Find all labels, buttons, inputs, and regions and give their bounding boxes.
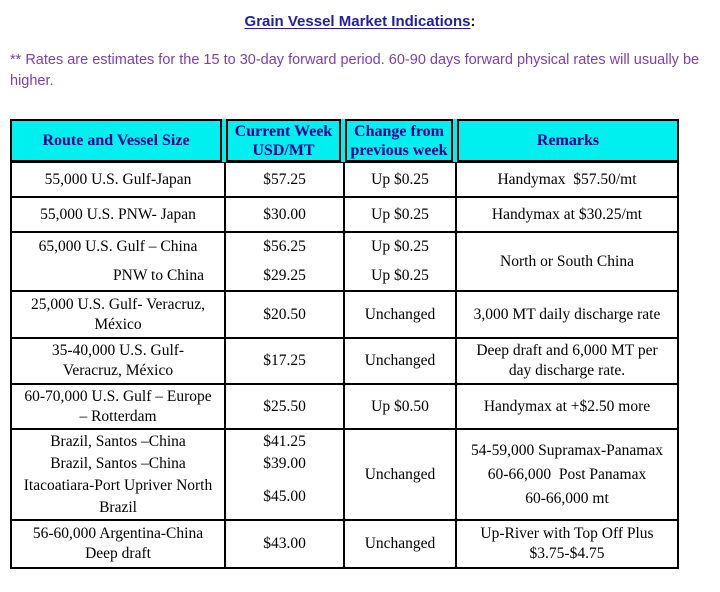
- cell-remarks: 3,000 MT daily discharge rate: [457, 292, 677, 339]
- cell-line: 65,000 U.S. Gulf – China: [38, 238, 198, 256]
- cell-line: Brazil, Santos –China: [50, 454, 186, 472]
- cell-change: Unchanged: [345, 430, 457, 521]
- cell-rate: $25.50: [226, 385, 345, 430]
- header-cell-current-week: Current Week USD/MT: [226, 119, 341, 162]
- cell-line: 54-59,000 Supramax-Panamax: [471, 441, 663, 459]
- cell-line: $39.00: [263, 454, 306, 472]
- cell-change: Unchanged: [345, 339, 457, 385]
- cell-line: $45.00: [263, 487, 306, 505]
- table-header-row: [10, 119, 679, 162]
- grain-vessel-market-table: [10, 119, 679, 569]
- cell-line: $3.75-$4.75: [529, 545, 605, 562]
- cell-route: [12, 292, 226, 339]
- cell-remarks: [457, 339, 677, 385]
- cell-remarks: North or South China: [457, 233, 677, 292]
- rates-disclaimer-note: ** Rates are estimates for the 15 to 30-day forward period. 60-90 days forward physical rates will usually be higher.: [10, 52, 700, 89]
- cell-rate: [226, 430, 345, 521]
- cell-remarks: [457, 521, 677, 567]
- cell-route: [12, 521, 226, 567]
- cell-line: Up-River with Top Off Plus: [480, 525, 654, 542]
- cell-line: 56-60,000 Argentina-China: [32, 525, 204, 542]
- cell-route: 55,000 U.S. Gulf-Japan: [12, 163, 226, 198]
- cell-line: $56.25: [263, 238, 306, 256]
- cell-line: PNW to China: [113, 266, 204, 284]
- cell-rate: $57.25: [226, 163, 345, 198]
- cell-line: 60-66,000 Post Panamax: [487, 465, 647, 483]
- cell-line: 60-70,000 U.S. Gulf – Europe: [24, 387, 212, 405]
- cell-line: Veracruz, México: [62, 362, 174, 379]
- cell-line: Itacoatiara-Port Upriver North Brazil: [23, 476, 217, 516]
- cell-rate: $43.00: [226, 521, 345, 567]
- table-body: [10, 162, 679, 569]
- cell-line: $41.25: [263, 432, 306, 450]
- cell-route: 55,000 U.S. PNW- Japan: [12, 198, 226, 233]
- cell-line: 25,000 U.S. Gulf- Veracruz,: [30, 295, 206, 313]
- cell-rate: $20.50: [226, 292, 345, 339]
- cell-remarks: Handymax at $30.25/mt: [457, 198, 677, 233]
- cell-line: Up $0.25: [371, 266, 429, 284]
- cell-rate: $30.00: [226, 198, 345, 233]
- cell-route: [12, 385, 226, 430]
- cell-line: 60-66,000 mt: [525, 489, 609, 507]
- cell-line: Up $0.25: [371, 238, 429, 256]
- cell-route: [12, 233, 226, 292]
- cell-line: México: [94, 315, 142, 333]
- cell-line: Deep draft and 6,000 MT per: [476, 342, 658, 359]
- cell-change: [345, 233, 457, 292]
- cell-line: – Rotterdam: [79, 407, 157, 425]
- cell-change: Unchanged: [345, 521, 457, 567]
- cell-change: Up $0.25: [345, 198, 457, 233]
- cell-rate: $17.25: [226, 339, 345, 385]
- cell-rate: [226, 233, 345, 292]
- cell-change: Unchanged: [345, 292, 457, 339]
- cell-line: Deep draft: [85, 545, 151, 562]
- cell-line: $29.25: [263, 266, 306, 284]
- cell-change: Up $0.50: [345, 385, 457, 430]
- page-title-colon: :: [470, 13, 476, 30]
- cell-line: day discharge rate.: [508, 362, 626, 379]
- cell-change: Up $0.25: [345, 163, 457, 198]
- page-title: [0, 0, 720, 30]
- cell-remarks: Handymax at +$2.50 more: [457, 385, 677, 430]
- cell-route: [12, 339, 226, 385]
- header-cell-remarks: Remarks: [457, 119, 679, 162]
- header-cell-route: Route and Vessel Size: [10, 119, 222, 162]
- cell-line: 35-40,000 U.S. Gulf-: [51, 342, 185, 359]
- cell-route: [12, 430, 226, 521]
- cell-line: Brazil, Santos –China: [50, 432, 186, 450]
- cell-remarks: [457, 430, 677, 521]
- page-title-text: Grain Vessel Market Indications: [244, 13, 471, 30]
- cell-remarks: Handymax $57.50/mt: [457, 163, 677, 198]
- header-cell-change: Change from previous week: [345, 119, 453, 162]
